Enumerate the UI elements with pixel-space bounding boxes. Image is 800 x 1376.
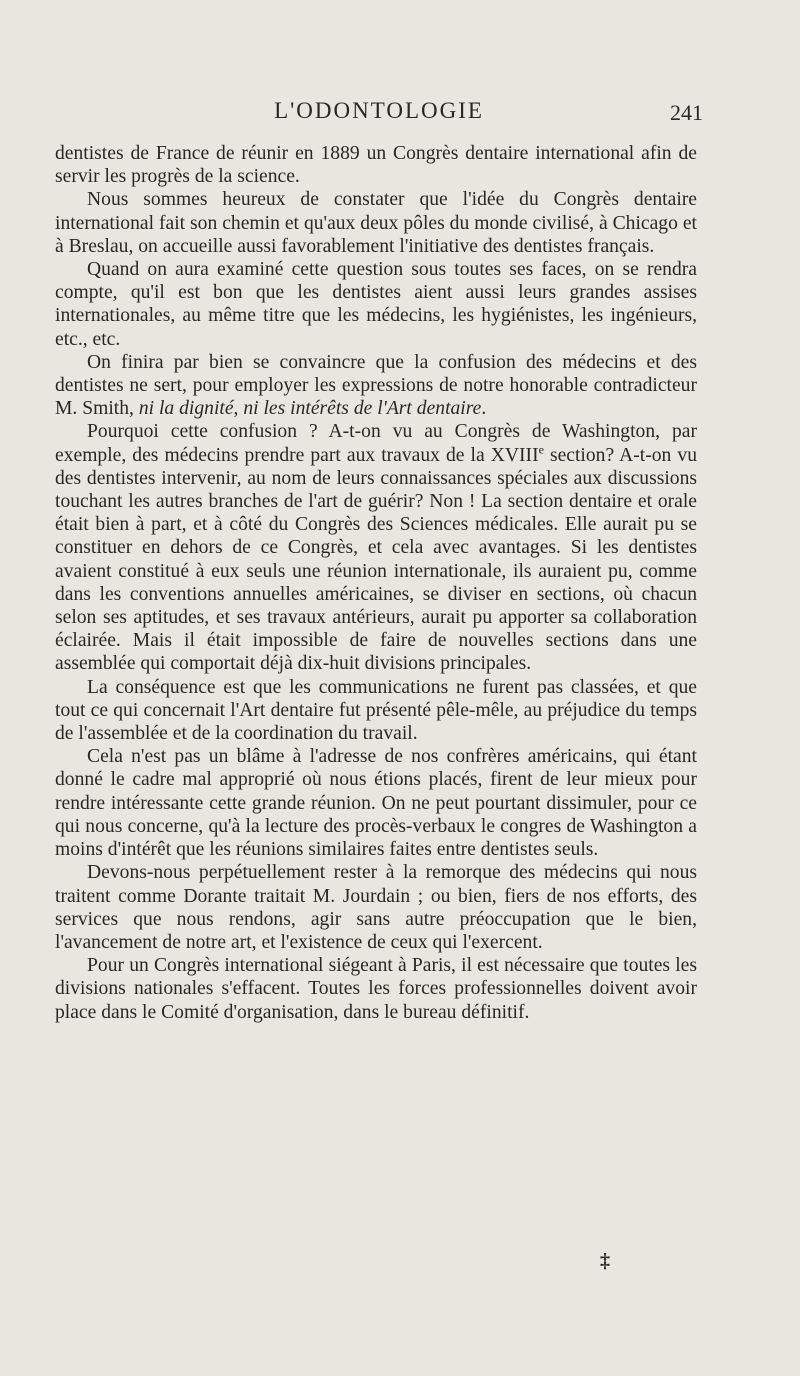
text-run: . [481,398,487,420]
text-run: Pourquoi cette confusion ? A-t-on vu au Congrès de Washington, par exemple, des médecins prendre part aux travaux de la XVIII [55,421,697,466]
paragraph [55,954,697,1024]
paragraph [55,188,697,258]
paragraph [55,861,697,954]
paragraph [55,745,697,861]
text-run: , [233,398,244,420]
page-number: 241 [670,100,703,125]
italic-run: ni la dignité [138,398,234,420]
paragraph [55,420,697,675]
end-ornament: ‡ [600,1250,610,1272]
paragraph [55,351,697,421]
running-title: L'ODONTOLOGIE [274,98,484,123]
paragraph [55,258,697,351]
italic-run: ni les intérêts de l'Art dentaire [243,398,482,420]
text-run: Quand on aura examiné cette question sous toutes ses faces, on se rendra compte, qu'il est bon que les dentistes aient aussi leurs grandes assises internationales, au même titre que les médecins, les hygiénistes, les ingénieurs, etc., etc. [55,259,697,350]
running-head [55,98,703,134]
text-run: section? A-t-on vu des dentistes intervenir, au nom de leurs connaissances spéciales aux discussions touchant les autres branches de l'art de guérir? Non ! La section dentaire et orale était bien à part, et à côté du Congrès des Sciences médicales. Elle aurait pu se constituer en dehors de ce Congrès, et cela avec avantages. Si les dentistes avaient constitué à eux seuls une réunion internationale, ils auraient pu, comme dans les conventions annuelles américaines, se diviser en sections, où chacun selon ses aptitudes, et ses travaux antérieurs, aurait pu apporter sa collaboration éclairée. Mais il était impossible de faire de nouvelles sections dans une assemblée qui comportait déjà dix-huit divisions principales. [55,444,697,675]
text-run: dentistes de France de réunir en 1889 un Congrès dentaire international afin de servir les progrès de la science. [55,143,697,188]
text-run: La conséquence est que les communications ne furent pas classées, et que tout ce qui concernait l'Art dentaire fut présenté pêle-mêle, au préjudice du temps de l'assemblée et de la coordination du travail. [55,676,697,745]
text-run: On finira par bien se convaincre que la confusion des médecins et des dentistes ne sert, pour employer les expressions de notre honorable contradicteur M. Smith, [55,351,697,420]
text-run: Cela n'est pas un blâme à l'adresse de nos confrères américains, qui étant donné le cadre mal approprié où nous étions placés, firent de leur mieux pour rendre intéressante cette grande réunion. On ne peut pourtant dissimuler, pour ce qui nous concerne, qu'à la lecture des procès-verbaux le congres de Washington a moins d'intérêt que les réunions similaires faites entre dentistes seuls. [55,746,697,861]
paragraph [55,142,697,188]
text-run: Pour un Congrès international siégeant à Paris, il est nécessaire que toutes les divisions nationales s'effacent. Toutes les forces professionnelles doivent avoir place dans le Comité d'organisation, dans le bureau définitif. [55,955,697,1023]
superscript: e [538,442,544,457]
body-text [55,142,697,1024]
text-run: Nous sommes heureux de constater que l'idée du Congrès dentaire international fait son chemin et qu'aux deux pôles du monde civilisé, à Chicago et à Breslau, on accueille aussi favorablement l'initiative des dentistes français. [55,189,697,257]
paragraph [55,676,697,746]
text-run: Devons-nous perpétuellement rester à la remorque des médecins qui nous traitent comme Dorante traitait M. Jourdain ; ou bien, fiers de nos efforts, des services que nous rendons, agir sans autre préoccupation que le bien, l'avancement de notre art, et l'existence de ceux qui l'exercent. [55,862,697,953]
